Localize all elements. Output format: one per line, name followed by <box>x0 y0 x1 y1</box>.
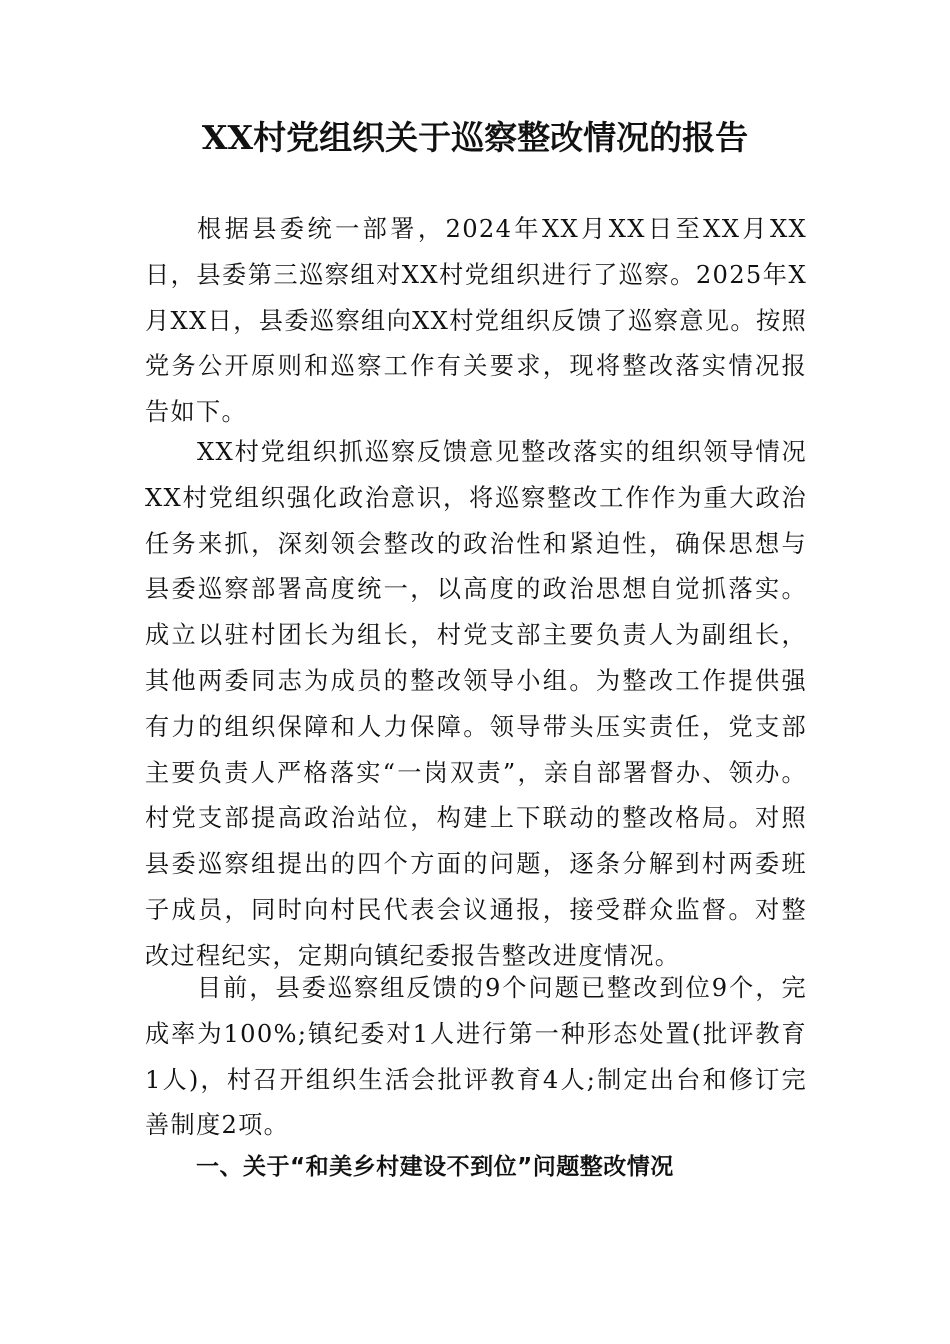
paragraph-intro: 根据县委统一部署，2024年XX月XX日至XX月XX日，县委第三巡察组对XX村党组织进行了巡察。2025年X月XX日，县委巡察组向XX村党组织反馈了巡察意见。按照党务公开原则和巡察工作有关要求，现将整改落实情况报告如下。 <box>145 215 807 427</box>
paragraph-organization: XX村党组织抓巡察反馈意见整改落实的组织领导情况XX村党组织强化政治意识，将巡察整改工作作为重大政治任务来抓，深刻领会整改的政治性和紧迫性，确保思想与县委巡察部署高度统一，以高度的政治思想自觉抓落实。成立以驻村团长为组长，村党支部主要负责人为副组长，其他两委同志为成员的整改领导小组。为整改工作提供强有力的组织保障和人力保障。领导带头压实责任，党支部主要负责人严格落实“一岗双责”，亲自部署督办、领办。村党支部提高政治站位，构建上下联动的整改格局。对照县委巡察组提出的四个方面的问题，逐条分解到村两委班子成员，同时向村民代表会议通报，接受群众监督。对整改过程纪实，定期向镇纪委报告整改进度情况。 <box>145 438 807 970</box>
paragraph-results: 目前，县委巡察组反馈的9个问题已整改到位9个，完成率为100%;镇纪委对1人进行第一种形态处置(批评教育1人)，村召开组织生活会批评教育4人;制定出台和修订完善制度2项。 <box>145 974 807 1140</box>
document-title: XX村党组织关于巡察整改情况的报告 <box>201 118 749 157</box>
section-heading: 一、关于“和美乡村建设不到位”问题整改情况 <box>196 1154 674 1180</box>
